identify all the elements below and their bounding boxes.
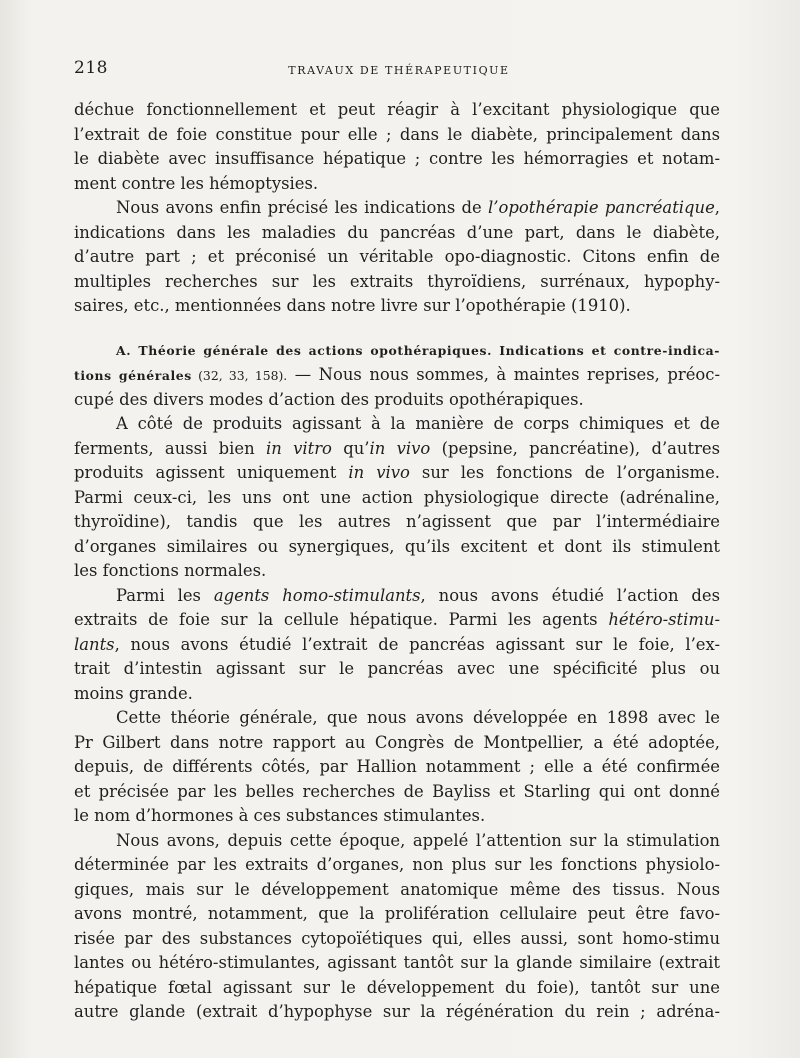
italic-term: lants: [74, 634, 115, 654]
text-line: [74, 437, 720, 462]
text-line: ment contre les hémoptysies.: [74, 173, 319, 193]
text-span: sur les fonctions de l’organisme.: [409, 463, 720, 482]
text-line: Pr Gilbert dans notre rapport au Congrès de Montpellier, a été adoptée,: [74, 732, 720, 752]
italic-term: agents homo-stimulants: [213, 585, 421, 605]
text-line: A côté de produits agissant à la manière de corps chimiques et de: [116, 414, 720, 433]
text-line: cupé des divers modes d’action des produits opothérapiques.: [74, 389, 584, 409]
text-line: [74, 363, 720, 388]
text-span: (pepsine, pancréatine), d’autres: [430, 438, 720, 458]
text-line: d’organes similaires ou synergiques, qu’ils excitent et dont ils stimulent: [74, 536, 720, 556]
text-line: multiples recherches sur les extraits thyroïdiens, surrénaux, hypophy-: [74, 271, 720, 291]
text-span: ,: [714, 198, 720, 217]
text-span: Nous avons enfin précisé les indications de: [116, 198, 489, 217]
text-span: ferments, aussi bien: [74, 438, 266, 458]
text-line: risée par des substances cytopoïétiques qui, elles aussi, sont homo-stimu: [74, 928, 720, 948]
text-line: indications dans les maladies du pancréas d’une part, dans le diabète,: [74, 222, 720, 242]
text-line: [74, 196, 720, 221]
text-line: [74, 461, 720, 486]
text-line: giques, mais sur le développement anatomique même des tissus. Nous: [74, 879, 720, 899]
italic-term: in vivo: [348, 463, 410, 482]
italic-term: in vivo: [369, 438, 431, 458]
text-line: saires, etc., mentionnées dans notre livre sur l’opothérapie (1910).: [74, 296, 631, 315]
text-line: trait d’intestin agissant sur le pancréas avec une spécificité plus ou: [74, 659, 720, 678]
text-line: Parmi ceux-ci, les uns ont une action physiologique directe (adrénaline,: [74, 487, 720, 507]
text-line: Nous avons, depuis cette époque, appelé l’attention sur la stimulation: [116, 830, 720, 850]
text-span: — Nous nous sommes, à maintes reprises, préoc-: [287, 365, 720, 384]
section-heading-cont: tions générales: [74, 368, 192, 383]
text-line: moins grande.: [74, 683, 193, 703]
italic-term: l’opothérapie pancréatique: [488, 198, 715, 217]
text-line: l’extrait de foie constitue pour elle ; dans le diabète, principalement dans: [74, 124, 720, 144]
text-line: d’autre part ; et préconisé un véritable opo-diagnostic. Citons enfin de: [74, 247, 720, 266]
section-heading: A. Théorie générale des actions opothérapiques. Indications et contre-indica-: [116, 342, 720, 358]
reference-numbers: (32, 33, 158).: [191, 368, 288, 383]
section-gap: [74, 319, 720, 339]
text-span: Parmi les: [116, 585, 214, 605]
text-line: déterminée par les extraits d’organes, non plus sur les fonctions physiolo-: [74, 855, 720, 874]
text-line: [74, 584, 720, 609]
text-span: , nous avons étudié l’action des: [420, 585, 720, 605]
running-title: TRAVAUX DE THÉRAPEUTIQUE: [288, 64, 510, 77]
page-number: 218: [74, 58, 108, 78]
body-text: [74, 98, 720, 1025]
text-line: depuis, de différents côtés, par Hallion notamment ; elle a été confirmée: [74, 757, 720, 776]
text-line: [74, 633, 720, 658]
text-span: extraits de foie sur la cellule hépatique. Parmi les agents: [74, 610, 609, 629]
text-line: avons montré, notamment, que la prolifération cellulaire peut être favo-: [74, 904, 720, 923]
text-line: déchue fonctionnellement et peut réagir à l’excitant physiologique que: [74, 100, 720, 119]
italic-term: hétéro-stimu-: [608, 610, 720, 629]
text-line: [74, 608, 720, 633]
text-line: le diabète avec insuffisance hépatique ; contre les hémorragies et notam-: [74, 149, 720, 168]
text-line: Cette théorie générale, que nous avons développée en 1898 avec le: [116, 708, 720, 727]
text-line: lantes ou hétéro-stimulantes, agissant tantôt sur la glande similaire (extrait: [74, 953, 720, 972]
text-line: le nom d’hormones à ces substances stimulantes.: [74, 806, 486, 825]
text-line: et précisée par les belles recherches de Bayliss et Starling qui ont donné: [74, 781, 720, 801]
text-span: produits agissent uniquement: [74, 463, 349, 482]
text-line: hépatique fœtal agissant sur le développement du foie), tantôt sur une: [74, 977, 720, 997]
text-span: qu’: [331, 438, 370, 458]
italic-term: in vitro: [265, 438, 332, 458]
text-line: autre glande (extrait d’hypophyse sur la régénération du rein ; adréna-: [74, 1002, 720, 1021]
text-span: , nous avons étudié l’extrait de pancréas agissant sur le foie, l’ex-: [114, 634, 720, 654]
page-header: [74, 58, 724, 84]
text-line: les fonctions normales.: [74, 561, 267, 580]
text-line: thyroïdine), tandis que les autres n’agissent que par l’intermédiaire: [74, 512, 720, 531]
